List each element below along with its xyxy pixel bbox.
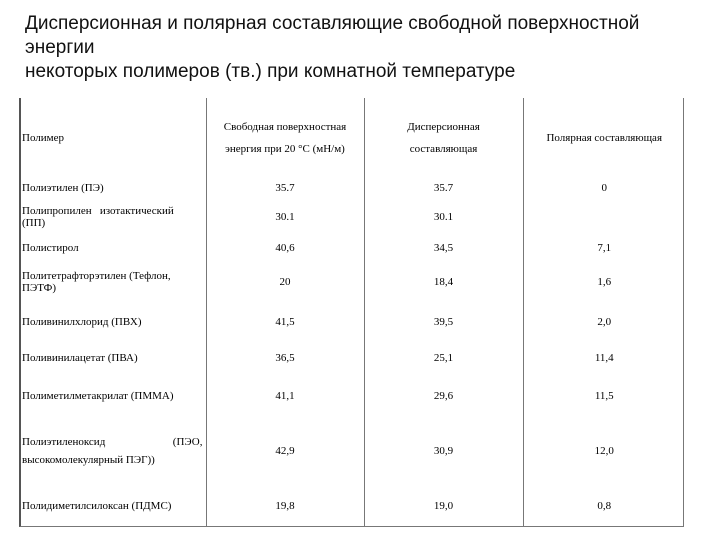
polymer-name-line2: (ПП) bbox=[22, 217, 46, 229]
polymer-energy-table bbox=[19, 98, 685, 526]
table-row bbox=[19, 236, 685, 260]
table-row bbox=[19, 486, 685, 526]
polymer-name bbox=[19, 260, 206, 304]
header-free-energy-line1: Свободная поверхностная bbox=[223, 121, 347, 133]
free-energy-value: 40,6 bbox=[206, 236, 364, 260]
dispersion-value: 30,9 bbox=[364, 416, 523, 486]
polymer-name bbox=[19, 198, 206, 236]
dispersion-value: 19,0 bbox=[364, 486, 523, 526]
polymer-name-line1: Политетрафторэтилен (Тефлон, bbox=[22, 270, 171, 282]
polymer-name-line1 bbox=[22, 436, 203, 448]
polymer-name: Полидиметилсилоксан (ПДМС) bbox=[19, 486, 206, 526]
dispersion-value: 25,1 bbox=[364, 340, 523, 376]
polar-value: 2,0 bbox=[597, 316, 612, 328]
polymer-name: Полиэтилен (ПЭ) bbox=[19, 178, 206, 198]
polar-value: 11,4 bbox=[594, 352, 614, 364]
polymer-name: Полистирол bbox=[19, 236, 206, 260]
free-energy-value: 41,5 bbox=[206, 304, 364, 340]
polymer-name-part-b: (ПЭО, bbox=[172, 436, 203, 448]
dispersion-value: 18,4 bbox=[364, 260, 523, 304]
polymer-name-line2: ПЭТФ) bbox=[22, 282, 57, 294]
polymer-name: Поливинилацетат (ПВА) bbox=[19, 340, 206, 376]
polar-value bbox=[523, 198, 685, 236]
free-energy-value: 20 bbox=[206, 260, 364, 304]
slide-title bbox=[25, 12, 705, 84]
dispersion-value: 39,5 bbox=[364, 304, 523, 340]
table-row bbox=[19, 340, 685, 376]
polymer-name-line2: высокомолекулярный ПЭГ)) bbox=[22, 454, 155, 466]
polar-value: 0,8 bbox=[597, 500, 612, 512]
polymer-name: Поливинилхлорид (ПВХ) bbox=[19, 304, 206, 340]
table-row bbox=[19, 376, 685, 416]
dispersion-value: 35.7 bbox=[364, 178, 523, 198]
table-row bbox=[19, 416, 685, 486]
table-row bbox=[19, 260, 685, 304]
header-dispersion-line1: Дисперсионная bbox=[407, 121, 480, 133]
polar-value: 7,1 bbox=[597, 242, 612, 254]
header-polymer: Полимер bbox=[19, 98, 206, 178]
header-free-energy-line2: энергия при 20 °С (мН/м) bbox=[225, 143, 345, 155]
table-row bbox=[19, 178, 685, 198]
polar-value: 1,6 bbox=[597, 276, 612, 288]
free-energy-value: 19,8 bbox=[206, 486, 364, 526]
free-energy-value: 30.1 bbox=[206, 198, 364, 236]
dispersion-value: 29,6 bbox=[364, 376, 523, 416]
polymer-name-line1: Полипропилен изотактический bbox=[22, 205, 174, 217]
polymer-name-part-a: Полиэтиленоксид bbox=[22, 436, 106, 448]
dispersion-value: 30.1 bbox=[364, 198, 523, 236]
header-dispersion-line2: составляющая bbox=[409, 143, 478, 155]
header-free-energy bbox=[206, 98, 364, 178]
free-energy-value: 36,5 bbox=[206, 340, 364, 376]
polar-value: 11,5 bbox=[594, 390, 614, 402]
table-row bbox=[19, 198, 685, 236]
dispersion-value: 34,5 bbox=[364, 236, 523, 260]
table-header-row bbox=[19, 98, 685, 178]
free-energy-value: 35.7 bbox=[206, 178, 364, 198]
polymer-name: Полиметилметакрилат (ПММА) bbox=[19, 376, 206, 416]
title-line-2: некоторых полимеров (тв.) при комнатной температуре bbox=[25, 61, 516, 82]
polar-value: 12,0 bbox=[594, 445, 614, 457]
free-energy-value: 41,1 bbox=[206, 376, 364, 416]
free-energy-value: 42,9 bbox=[206, 416, 364, 486]
header-dispersion bbox=[364, 98, 523, 178]
polar-value: 0 bbox=[601, 182, 607, 194]
polymer-name bbox=[19, 416, 206, 486]
header-polar: Полярная составляющая bbox=[546, 132, 663, 144]
table-row bbox=[19, 304, 685, 340]
title-line-1: Дисперсионная и полярная составляющие свободной поверхностной энергии bbox=[25, 13, 640, 58]
